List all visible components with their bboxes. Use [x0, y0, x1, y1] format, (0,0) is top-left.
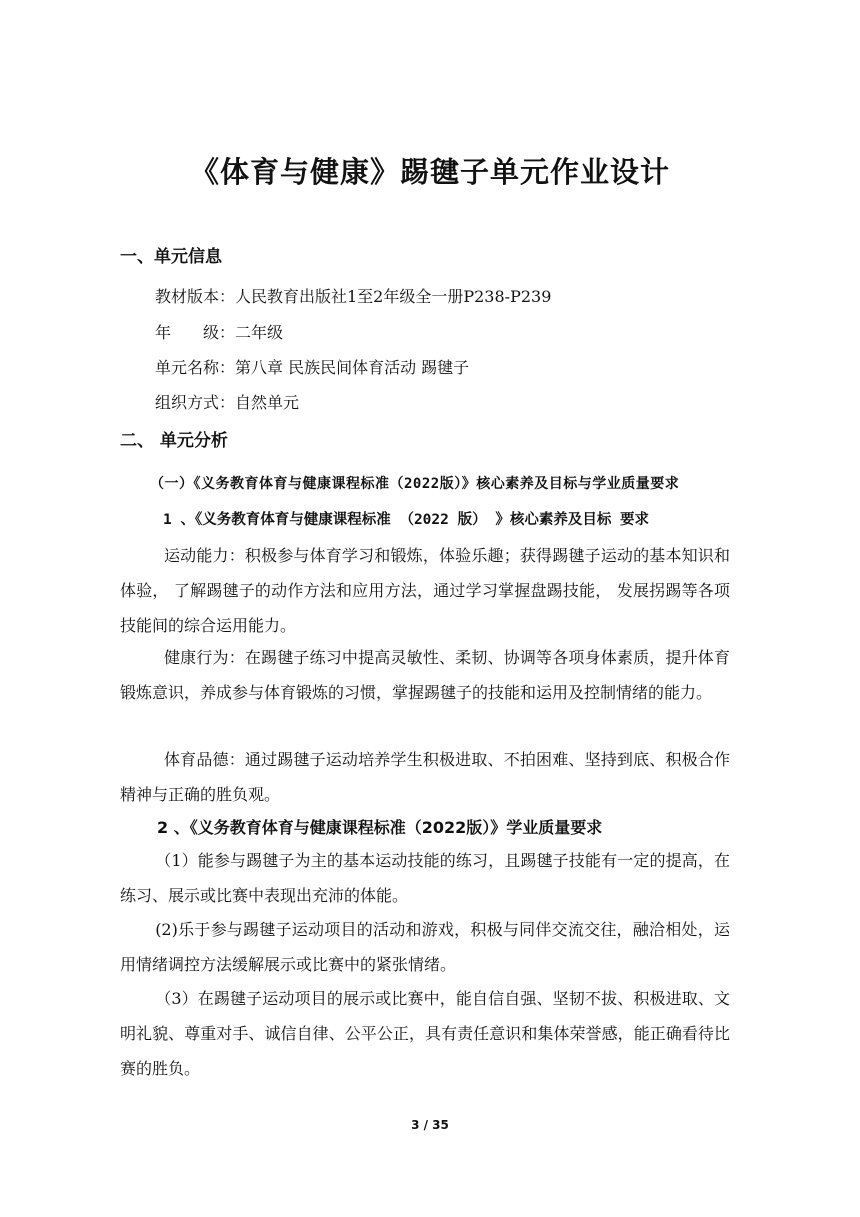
section-heading-unit-info: 一、单元信息	[120, 247, 222, 267]
page-title: 《体育与健康》踢毽子单元作业设计	[189, 155, 670, 189]
info-unit-name: 单元名称：第八章 民族民间体育活动 踢毽子	[155, 358, 470, 377]
requirement-item-1: （1）能参与踢毽子为主的基本运动技能的练习，且踢毽子技能有一定的提高，在练习、展示或比赛中表现出充沛的体能。	[120, 851, 730, 905]
page-number: 3 / 35	[411, 1118, 449, 1132]
subsection-heading-core-literacy: 1 、《义务教育体育与健康课程标准 （2022 版） 》核心素养及目标 要求	[163, 512, 650, 528]
requirement-item-3: （3）在踢毽子运动项目的展示或比赛中，能自信自强、坚韧不拔、积极进取、文明礼貌、尊重对手、诚信自律、公平公正，具有责任意识和集体荣誉感，能正确看待比赛的胜负。	[120, 989, 730, 1078]
paragraph-health-behavior: 健康行为：在踢毽子练习中提高灵敏性、柔韧、协调等各项身体素质，提升体育锻炼意识，养成参与体育锻炼的习惯，掌握踢毽子的技能和运用及控制情绪的能力。	[120, 648, 730, 702]
info-organization: 组织方式：自然单元	[155, 393, 300, 412]
paragraph-sports-morality: 体育品德：通过踢毽子运动培养学生积极进取、不拍困难、坚持到底、积极合作精神与正确的胜负观。	[120, 750, 730, 804]
info-grade: 年 级：二年级	[155, 323, 284, 342]
requirement-item-2: (2)乐于参与踢毽子运动项目的活动和游戏，积极与同伴交流交往，融洽相处，运用情绪调控方法缓解展示或比赛中的紧张情绪。	[120, 920, 730, 974]
subsection-heading-quality-requirements: 2 、《义务教育体育与健康课程标准（2022版）》学业质量要求	[157, 818, 603, 837]
info-textbook: 教材版本：人民教育出版社1至2年级全一册P238-P239	[155, 287, 552, 306]
section-heading-unit-analysis: 二、 单元分析	[120, 431, 228, 451]
subsection-heading-standards: （一）《义务教育体育与健康课程标准（2022版）》核心素养及目标与学业质量要求	[150, 476, 680, 492]
paragraph-motor-ability: 运动能力：积极参与体育学习和锻炼，体验乐趣；获得踢毽子运动的基本知识和体验， 了解踢毽子的动作方法和应用方法，通过学习掌握盘踢技能， 发展拐踢等各项技能间的综合运用能力。	[120, 546, 730, 635]
